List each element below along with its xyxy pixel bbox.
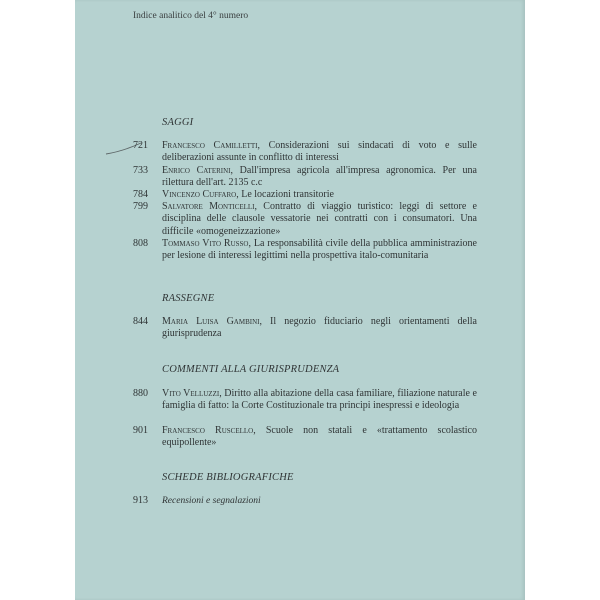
entry-title: , La responsabilità civile della pubblica amministrazione per lesione di interessi legittimi nella prospettiva italo-comunitaria bbox=[162, 238, 477, 262]
entry-title: , Dall'impresa agricola all'impresa agronomica. Per una rilettura dell'art. 2135 c.c bbox=[162, 165, 477, 189]
entry-author: Tommaso Vito Russo bbox=[162, 238, 249, 249]
section-title-schede: SCHEDE BIBLIOGRAFICHE bbox=[162, 472, 294, 483]
entry-text bbox=[162, 165, 477, 190]
entry-title: , Contratto di viaggio turistico: leggi di settore e disciplina delle clausole vessatorie nei contratti con i consumatori. Una difficile «omogeneizzazione» bbox=[162, 201, 477, 237]
entry-page-number: 880 bbox=[133, 388, 148, 399]
running-title: Indice analitico del 4° numero bbox=[133, 11, 249, 21]
entry-text bbox=[162, 140, 477, 165]
entry-page-number: 913 bbox=[133, 495, 148, 506]
section-title-commenti: COMMENTI ALLA GIURISPRUDENZA bbox=[162, 364, 340, 375]
section-title-rassegne: RASSEGNE bbox=[162, 293, 215, 304]
entry-author: Vito Velluzzi bbox=[162, 388, 220, 399]
entry-page-number: 721 bbox=[133, 140, 148, 151]
entry-author: Enrico Caterini bbox=[162, 165, 231, 176]
entry-page-number: 733 bbox=[133, 165, 148, 176]
entry-author: Salvatore Monticelli bbox=[162, 201, 255, 212]
entry-author: Francesco Ruscello bbox=[162, 425, 254, 436]
entry-title: , Le locazioni transitorie bbox=[236, 189, 334, 200]
entry-title: , Scuole non statali e «trattamento scolastico equipollente» bbox=[162, 425, 477, 449]
entry-author: Vincenzo Cuffaro bbox=[162, 189, 237, 200]
index-page bbox=[75, 0, 525, 600]
entry-page-number: 784 bbox=[133, 189, 148, 200]
entry-title: , Diritto alla abitazione della casa familiare, filiazione naturale e famiglia di fatto: la Corte Costituzionale tra principi inespressi e ideologia bbox=[162, 388, 477, 412]
entry-text bbox=[162, 189, 477, 201]
entry-title: Recensioni e segnalazioni bbox=[162, 496, 261, 506]
entry-page-number: 808 bbox=[133, 238, 148, 249]
entry-title: , Il negozio fiduciario negli orientamenti della giurisprudenza bbox=[162, 316, 477, 340]
entry-page-number: 799 bbox=[133, 201, 148, 212]
entry-author: Maria Luisa Gambini bbox=[162, 316, 260, 327]
entry-text bbox=[162, 495, 477, 507]
entry-text bbox=[162, 388, 477, 413]
section-title-saggi: SAGGI bbox=[162, 117, 194, 128]
entry-text bbox=[162, 316, 477, 341]
entry-title: , Considerazioni sui sindacati di voto e sulle deliberazioni assunte in conflitto di interessi bbox=[162, 140, 477, 164]
entry-text bbox=[162, 201, 477, 238]
entry-author: Francesco Camilletti bbox=[162, 140, 258, 151]
entry-page-number: 844 bbox=[133, 316, 148, 327]
entry-text bbox=[162, 425, 477, 450]
entry-text bbox=[162, 238, 477, 263]
entry-page-number: 901 bbox=[133, 425, 148, 436]
